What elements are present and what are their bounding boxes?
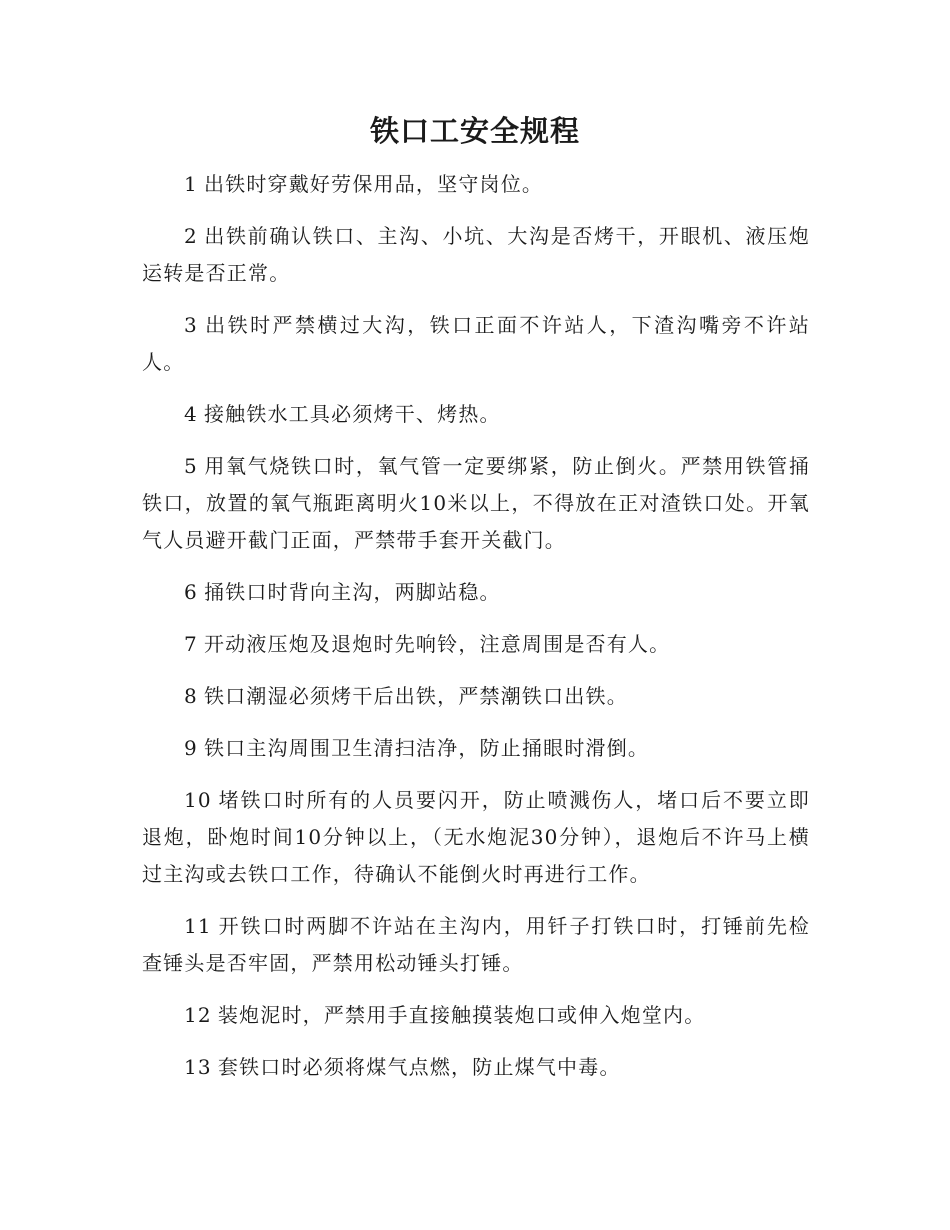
rule-number: 9 (184, 736, 198, 760)
rule-number: 5 (184, 454, 198, 478)
rule-text: 捅铁口时背向主沟，两脚站稳。 (203, 580, 501, 604)
document-title: 铁口工安全规程 (369, 114, 580, 148)
rule-item (142, 396, 810, 433)
rule-item (142, 678, 810, 715)
rule-item (142, 448, 810, 559)
rule-item (142, 574, 810, 611)
rule-number: 13 (184, 1055, 212, 1079)
rule-text: 铁口主沟周围卫生清扫洁净，防止捅眼时滑倒。 (203, 736, 650, 760)
rule-number: 7 (184, 632, 198, 656)
rule-text: 用氧气烧铁口时，氧气管一定要绑紧，防止倒火。严禁用铁管捅铁口，放置的氧气瓶距离明火10米以上，不得放在正对渣铁口处。开氧气人员避开截门正面，严禁带手套开关截门。 (142, 454, 810, 552)
rule-number: 8 (184, 684, 198, 708)
rule-item (142, 1049, 810, 1086)
rule-item (142, 307, 810, 381)
rule-number: 3 (184, 313, 198, 337)
rule-text: 铁口潮湿必须烤干后出铁，严禁潮铁口出铁。 (203, 684, 628, 708)
rules-list (142, 166, 810, 1101)
rule-text: 开铁口时两脚不许站在主沟内，用钎子打铁口时，打锤前先检查锤头是否牢固，严禁用松动锤头打锤。 (142, 914, 810, 975)
rule-number: 6 (184, 580, 198, 604)
rule-text: 出铁时严禁横过大沟，铁口正面不许站人，下渣沟嘴旁不许站人。 (142, 313, 810, 374)
rule-item (142, 626, 810, 663)
rule-item (142, 166, 810, 203)
rule-text: 出铁时穿戴好劳保用品，坚守岗位。 (203, 172, 544, 196)
rule-item (142, 730, 810, 767)
rule-item (142, 997, 810, 1034)
rule-number: 12 (184, 1003, 212, 1027)
rule-text: 套铁口时必须将煤气点燃，防止煤气中毒。 (217, 1055, 621, 1079)
rule-number: 1 (184, 172, 198, 196)
rule-text: 堵铁口时所有的人员要闪开，防止喷溅伤人，堵口后不要立即退炮，卧炮时间10分钟以上，（无水炮泥30分钟），退炮后不许马上横过主沟或去铁口工作，待确认不能倒火时再进行工作。 (142, 788, 810, 886)
rule-number: 4 (184, 402, 198, 426)
rule-text: 开动液压炮及退炮时先响铃，注意周围是否有人。 (203, 632, 671, 656)
rule-text: 出铁前确认铁口、主沟、小坑、大沟是否烤干，开眼机、液压炮运转是否正常。 (142, 224, 810, 285)
rule-text: 装炮泥时，严禁用手直接触摸装炮口或伸入炮堂内。 (217, 1003, 706, 1027)
rule-item (142, 218, 810, 292)
rule-item (142, 908, 810, 982)
rule-number: 2 (184, 224, 198, 248)
rule-number: 11 (184, 914, 212, 938)
rule-number: 10 (184, 788, 212, 812)
rule-text: 接触铁水工具必须烤干、烤热。 (203, 402, 501, 426)
rule-item (142, 782, 810, 893)
